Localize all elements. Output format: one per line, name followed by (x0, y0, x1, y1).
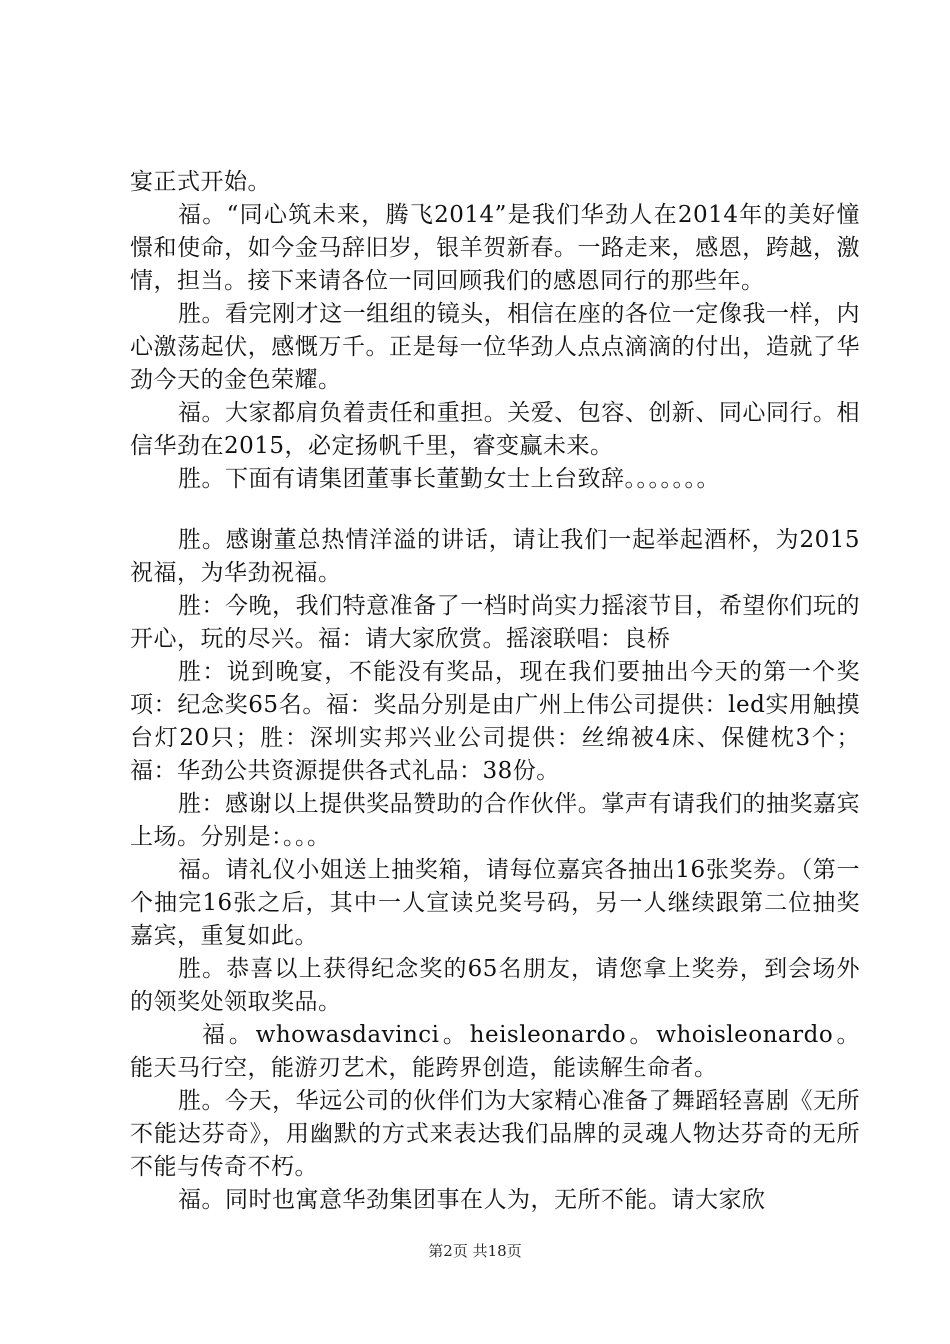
paragraph-sheng-rock: 胜：今晚，我们特意准备了一档时尚实力摇滚节目，希望你们玩的开心，玩的尽兴。福：请大家欣赏。摇滚联唱：良桥 (130, 593, 860, 652)
paragraph-sheng-sponsors: 胜：感谢以上提供奖品赞助的合作伙伴。掌声有请我们的抽奖嘉宾上场。分别是：。。。 (130, 791, 860, 850)
paragraph-fu-meaning: 福。同时也寓意华劲集团事在人为，无所不能。请大家欣 (178, 1187, 766, 1213)
page-number-footer: 第2页 共18页 (428, 1242, 522, 1260)
paragraph-fu-opening: 福。“同心筑未来，腾飞2014”是我们华劲人在2014年的美好憧憬和使命，如今金马辞旧岁，银羊贺新春。一路走来，感恩，跨越，激情，担当。接下来请各位一同回顾我们的感恩同行的那些年。 (130, 202, 860, 294)
paragraph-sheng-chairman: 胜。下面有请集团董事长董勤女士上台致辞。。。。。。。 (178, 466, 720, 492)
paragraph-fu-lottery: 福。请礼仪小姐送上抽奖箱，请每位嘉宾各抽出16张奖券。（第一个抽完16张之后，其中一人宣读兑奖号码，另一人继续跟第二位抽奖嘉宾，重复如此。 (130, 857, 860, 949)
paragraph-gap (130, 496, 860, 524)
paragraph-fu-responsibility: 福。大家都肩负着责任和重担。关爱、包容、创新、同心同行。相信华劲在2015，必定扬帆千里，睿变赢未来。 (130, 400, 860, 459)
paragraph-fu-davinci: 福。whowasdavinci。heisleonardo。whoisleonardo。能天马行空，能游刃艺术，能跨界创造，能读解生命者。 (130, 1022, 860, 1081)
paragraph-continuation: 宴正式开始。 (130, 169, 271, 195)
paragraph-sheng-winners: 胜。恭喜以上获得纪念奖的65名朋友，请您拿上奖券，到会场外的领奖处领取奖品。 (130, 956, 860, 1015)
paragraph-sheng-dance: 胜。今天，华远公司的伙伴们为大家精心准备了舞蹈轻喜剧《无所不能达芬奇》，用幽默的方式来表达我们品牌的灵魂人物达芬奇的无所不能与传奇不朽。 (130, 1088, 860, 1180)
paragraph-sheng-toast: 胜。感谢董总热情洋溢的讲话，请让我们一起举起酒杯，为2015祝福，为华劲祝福。 (130, 527, 860, 586)
document-body (130, 166, 860, 1217)
paragraph-sheng-review: 胜。看完刚才这一组组的镜头，相信在座的各位一定像我一样，内心激荡起伏，感慨万千。正是每一位华劲人点点滴滴的付出，造就了华劲今天的金色荣耀。 (130, 301, 860, 393)
paragraph-sheng-prizes: 胜：说到晚宴，不能没有奖品，现在我们要抽出今天的第一个奖项：纪念奖65名。福：奖品分别是由广州上伟公司提供：led实用触摸台灯20只；胜：深圳实邦兴业公司提供：丝绵被4床、保健枕3个；福：华劲公共资源提供各式礼品：38份。 (130, 659, 860, 784)
